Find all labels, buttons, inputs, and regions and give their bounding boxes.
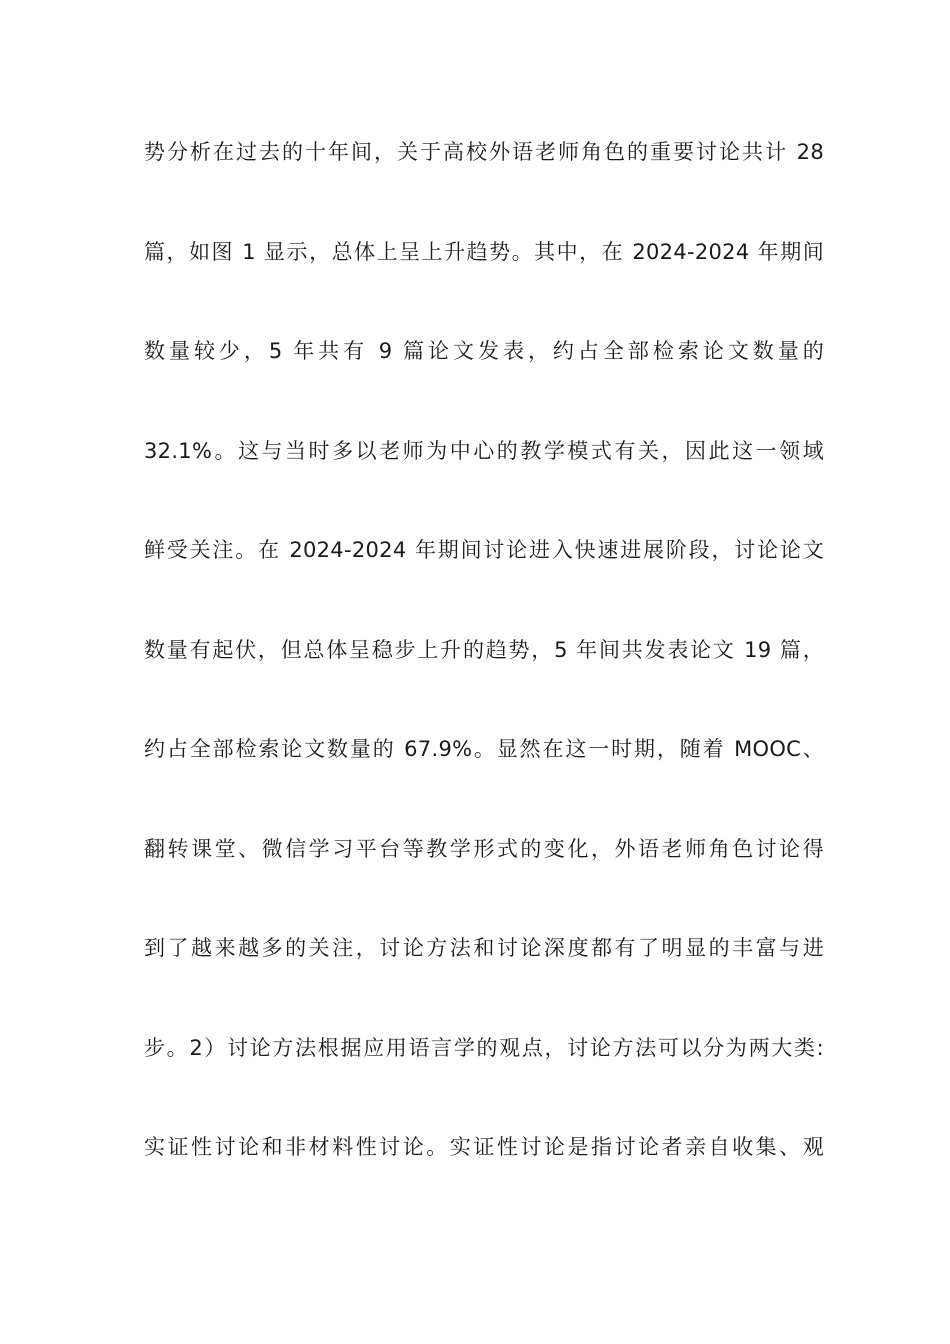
text-line: 势分析在过去的十年间，关于高校外语老师角色的重要讨论共计 28 [144,140,824,164]
text-line: 鲜受关注。在 2024-2024 年期间讨论进入快速进展阶段，讨论论文 [144,538,824,562]
text-line: 到了越来越多的关注，讨论方法和讨论深度都有了明显的丰富与进 [144,936,824,960]
text-line: 数量有起伏，但总体呈稳步上升的趋势，5 年间共发表论文 19 篇， [144,637,824,662]
text-line: 数量较少，5 年共有 9 篇论文发表，约占全部检索论文数量的 [144,339,824,363]
body-text [144,127,824,1222]
text-line: 32.1%。这与当时多以老师为中心的教学模式有关，因此这一领域 [144,438,824,463]
text-line: 步。2）讨论方法根据应用语言学的观点，讨论方法可以分为两大类: [144,1035,824,1060]
text-line: 约占全部检索论文数量的 67.9%。显然在这一时期，随着 MOOC、 [144,737,824,761]
text-line: 篇，如图 1 显示，总体上呈上升趋势。其中，在 2024-2024 年期间 [144,239,824,264]
text-line: 实证性讨论和非材料性讨论。实证性讨论是指讨论者亲自收集、观 [144,1135,824,1159]
text-line: 翻转课堂、微信学习平台等教学形式的变化，外语老师角色讨论得 [144,836,824,861]
